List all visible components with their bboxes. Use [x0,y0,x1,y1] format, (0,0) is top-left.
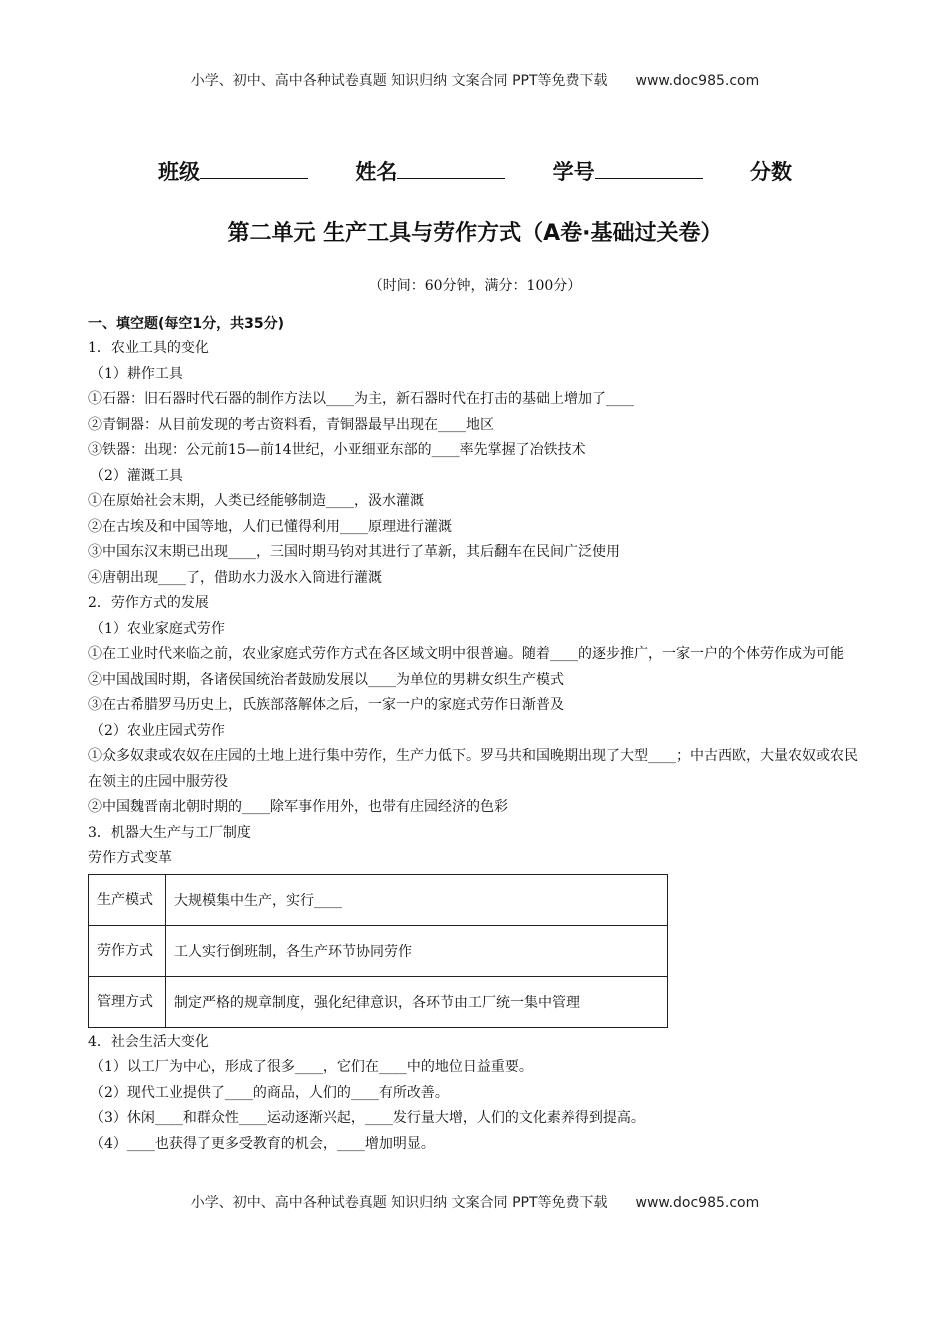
table-head-cell: 生产模式 [89,874,166,925]
section-heading: 一、填空题(每空1分，共35分) [88,316,285,332]
id-blank [595,160,703,179]
question-line: （3）休闲____和群众性____运动逐渐兴起，____发行量大增，人们的文化素养得到提高。 [90,1110,645,1126]
class-field [158,156,308,186]
question-line: （1）以工厂为中心，形成了很多____，它们在____中的地位日益重要。 [90,1059,533,1075]
question-line: ③在古希腊罗马历史上，氏族部落解体之后，一家一户的家庭式劳作日渐普及 [88,697,564,713]
question-line: （4）____也获得了更多受教育的机会，____增加明显。 [90,1135,435,1152]
question-line: ②中国魏晋南北朝时期的____除军事作用外，也带有庄园经济的色彩 [88,799,508,815]
question-line: （2）现代工业提供了____的商品，人们的____有所改善。 [90,1084,449,1101]
table-body-cell: 制定严格的规章制度，强化纪律意识，各环节由工厂统一集中管理 [166,976,668,1027]
sub-heading: （1）耕作工具 [90,365,183,382]
question-heading: 4．社会生活大变化 [88,1033,209,1050]
question-line: ②中国战国时期，各诸侯国统治者鼓励发展以____为单位的男耕女织生产模式 [88,671,564,688]
table-row [89,874,668,925]
table-head-cell: 管理方式 [89,976,166,1027]
sub-heading: （2）灌溉工具 [90,467,183,484]
student-info-line [0,156,950,186]
page-footer [0,1192,950,1212]
score-label: 分数 [749,160,792,184]
page-header [0,70,950,90]
question-line: ①在工业时代来临之前，农业家庭式劳作方式在各区域文明中很普遍。随着____的逐步推广，一家一户的个体劳作成为可能 [88,646,844,662]
class-blank [200,160,308,179]
exam-time-note: （时间：60分钟，满分：100分） [368,278,582,294]
footer-url[interactable]: www.doc985.com [635,1195,760,1211]
exam-content [88,312,868,1157]
question-heading: 3．机器大生产与工厂制度 [88,824,251,841]
sub-heading: （1）农业家庭式劳作 [90,620,225,637]
table-body-cell: 工人实行倒班制，各生产环节协同劳作 [166,925,668,976]
question-line: ③铁器：出现：公元前15—前14世纪，小亚细亚东部的____率先掌握了冶铁技术 [88,442,586,458]
id-field [553,156,703,186]
table-body-cell: 大规模集中生产，实行____ [166,874,668,925]
question-heading: 2．劳作方式的发展 [88,595,209,611]
footer-text: 小学、初中、高中各种试卷真题 知识归纳 文案合同 PPT等免费下载 [190,1195,608,1211]
page-title: 第二单元 生产工具与劳作方式（A卷·基础过关卷） [227,221,723,246]
table-head-cell: 劳作方式 [89,925,166,976]
score-field [750,156,792,186]
header-text: 小学、初中、高中各种试卷真题 知识归纳 文案合同 PPT等免费下载 [190,73,608,89]
question-line: ②在古埃及和中国等地，人们已懂得利用____原理进行灌溉 [88,518,452,535]
question-line: ④唐朝出现____了，借助水力汲水入筒进行灌溉 [88,569,382,586]
sub-heading: （2）农业庄园式劳作 [90,722,225,739]
table-row [89,925,668,976]
name-blank [397,160,505,179]
labor-method-table [88,874,668,1028]
question-line: ①众多奴隶或农奴在庄园的土地上进行集中劳作，生产力低下。罗马共和国晚期出现了大型____；中古西欧，大量农奴或农民在领主的庄园中服劳役 [88,748,858,790]
id-label: 学号 [552,160,595,184]
class-label: 班级 [158,160,201,184]
header-url[interactable]: www.doc985.com [635,73,760,89]
question-line: ②青铜器：从目前发现的考古资料看，青铜器最早出现在____地区 [88,416,494,433]
question-line: ①在原始社会末期，人类已经能够制造____，汲水灌溉 [88,493,424,509]
question-line: ①石器：旧石器时代石器的制作方法以____为主，新石器时代在打击的基础上增加了____ [88,391,634,407]
table-caption: 劳作方式变革 [88,850,172,866]
table-row [89,976,668,1027]
name-label: 姓名 [355,160,398,184]
question-line: ③中国东汉末期已出现____，三国时期马钧对其进行了革新，其后翻车在民间广泛使用 [88,544,620,560]
question-heading: 1．农业工具的变化 [88,340,209,356]
name-field [355,156,505,186]
